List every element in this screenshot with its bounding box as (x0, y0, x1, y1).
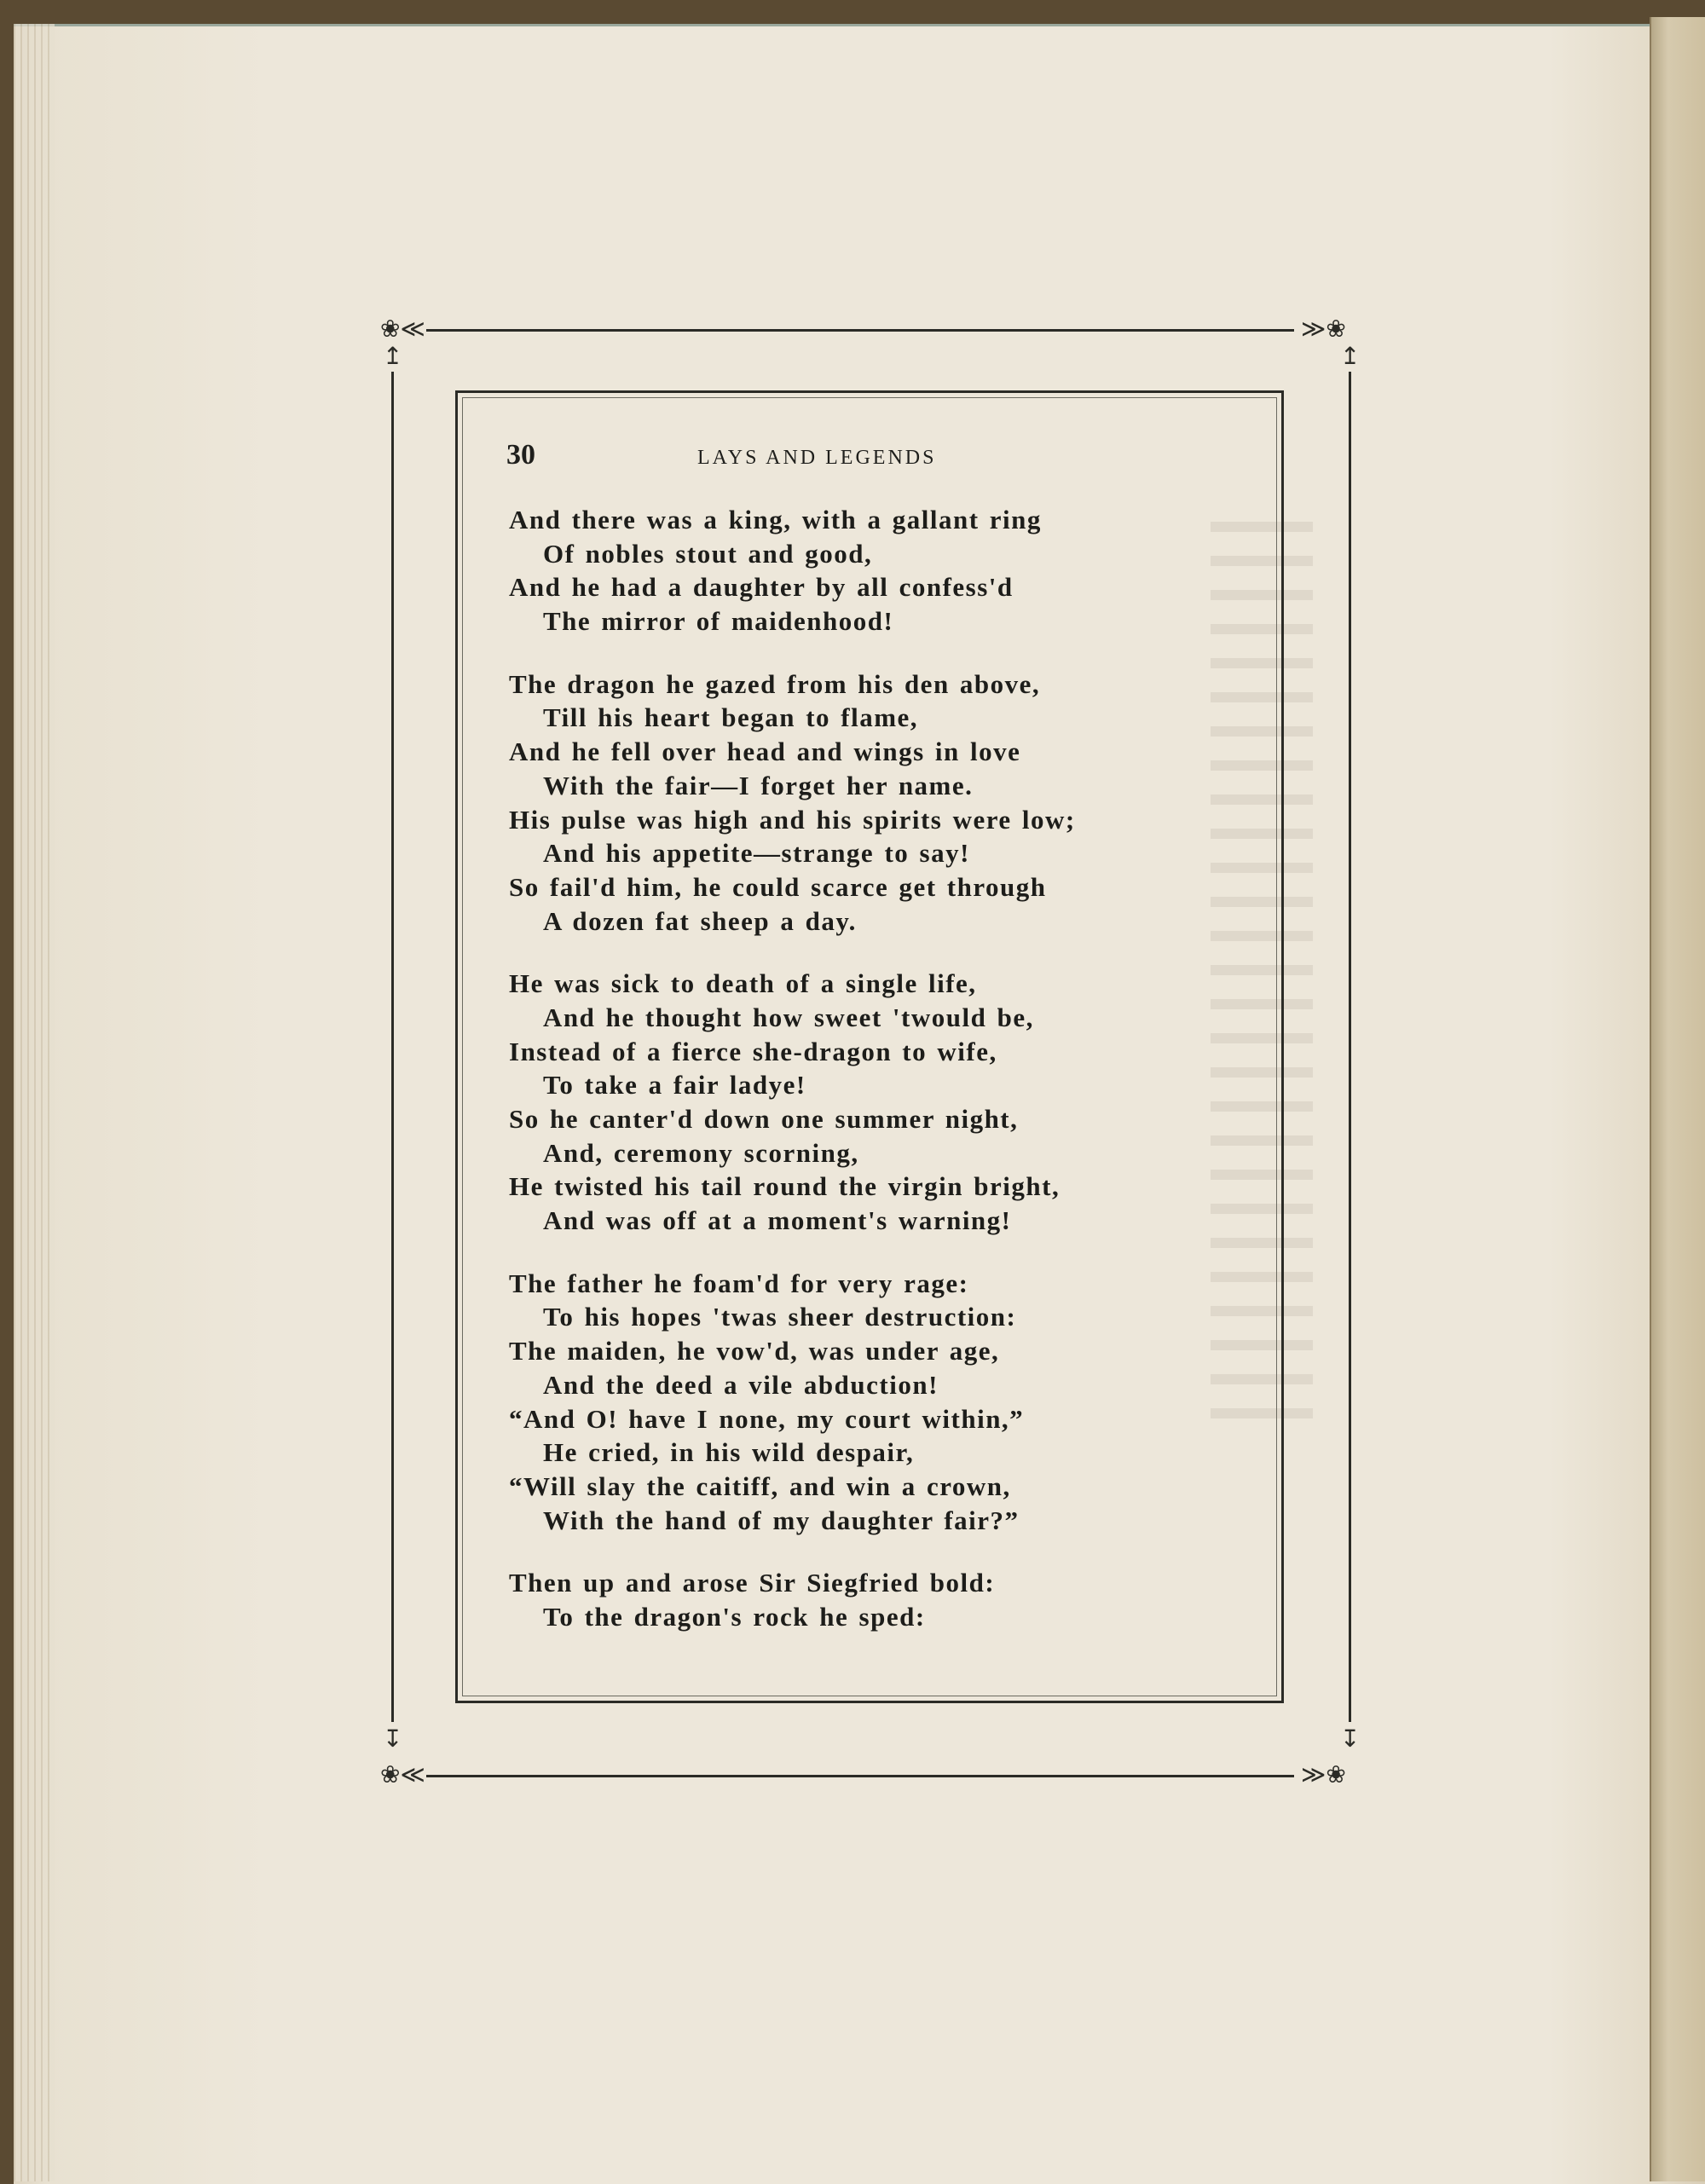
running-title: LAYS AND LEGENDS (697, 447, 937, 469)
facing-page-edge (1650, 17, 1705, 2181)
poem-line: So he canter'd down one summer night, (509, 1104, 1019, 1134)
poem-line: To take a fair ladye! (543, 1070, 806, 1101)
stanza (509, 1566, 1242, 1633)
poem-line: To his hopes 'twas sheer destruction: (543, 1302, 1017, 1332)
poem-line: He was sick to death of a single life, (509, 968, 977, 999)
corner-ornament-bottom-right-icon: ≫❀ (1301, 1760, 1346, 1788)
poem-line: Till his heart began to flame, (543, 702, 919, 733)
stanza (509, 503, 1242, 638)
arrow-up-right-icon: ↥ (1340, 342, 1361, 370)
frame-bottom-rule (426, 1775, 1294, 1777)
corner-ornament-top-right-icon: ≫❀ (1301, 315, 1346, 343)
poem-line: So fail'd him, he could scarce get through (509, 871, 1047, 902)
stanza (509, 1267, 1242, 1538)
poem-line: And there was a king, with a gallant ring (509, 505, 1042, 534)
poem-line: His pulse was high and his spirits were low; (509, 804, 1076, 835)
corner-ornament-bottom-left-icon: ❀≪ (380, 1760, 425, 1788)
poem-line: The dragon he gazed from his den above, (509, 668, 1041, 699)
poem-line: “Will slay the caitiff, and win a crown, (509, 1470, 1011, 1501)
poem-line: And he had a daughter by all confess'd (509, 572, 1014, 603)
poem-line: The mirror of maidenhood! (543, 606, 894, 637)
poem-line: And was off at a moment's warning! (543, 1205, 1012, 1236)
frame-right-rule (1349, 372, 1351, 1722)
poem-line: To the dragon's rock he sped: (543, 1601, 926, 1632)
page-edges (14, 24, 55, 2181)
page-number: 30 (506, 439, 535, 471)
poem-line: The father he foam'd for very rage: (509, 1268, 969, 1298)
poem-line: And his appetite—strange to say! (543, 838, 970, 869)
poem-line: And he thought how sweet 'twould be, (543, 1002, 1034, 1032)
poem-line: The maiden, he vow'd, was under age, (509, 1336, 1000, 1366)
poem-line: He cried, in his wild despair, (543, 1437, 915, 1468)
poem-line: With the fair—I forget her name. (543, 770, 974, 800)
stanza (509, 967, 1242, 1238)
poem-line: Instead of a fierce she-dragon to wife, (509, 1036, 997, 1066)
poem-line: Then up and arose Sir Siegfried bold: (509, 1568, 996, 1598)
arrow-down-right-icon: ↧ (1340, 1725, 1361, 1753)
running-head (506, 439, 1120, 477)
frame-left-rule (391, 372, 394, 1722)
frame-top-rule (426, 329, 1294, 332)
poem-line: And he fell over head and wings in love (509, 737, 1021, 767)
arrow-up-left-icon: ↥ (383, 342, 403, 370)
poem-line: And the deed a vile abduction! (543, 1369, 939, 1400)
poem-line: With the hand of my daughter fair?” (543, 1505, 1020, 1535)
poem-line: “And O! have I none, my court within,” (509, 1403, 1025, 1434)
poem-line: He twisted his tail round the virgin bright, (509, 1171, 1061, 1202)
poem-line: Of nobles stout and good, (543, 538, 873, 569)
poem-body (509, 503, 1242, 1663)
stanza (509, 667, 1242, 939)
poem-line: A dozen fat sheep a day. (543, 905, 857, 936)
poem-line: And, ceremony scorning, (543, 1137, 859, 1168)
arrow-down-left-icon: ↧ (383, 1725, 403, 1753)
corner-ornament-top-left-icon: ❀≪ (380, 315, 425, 343)
